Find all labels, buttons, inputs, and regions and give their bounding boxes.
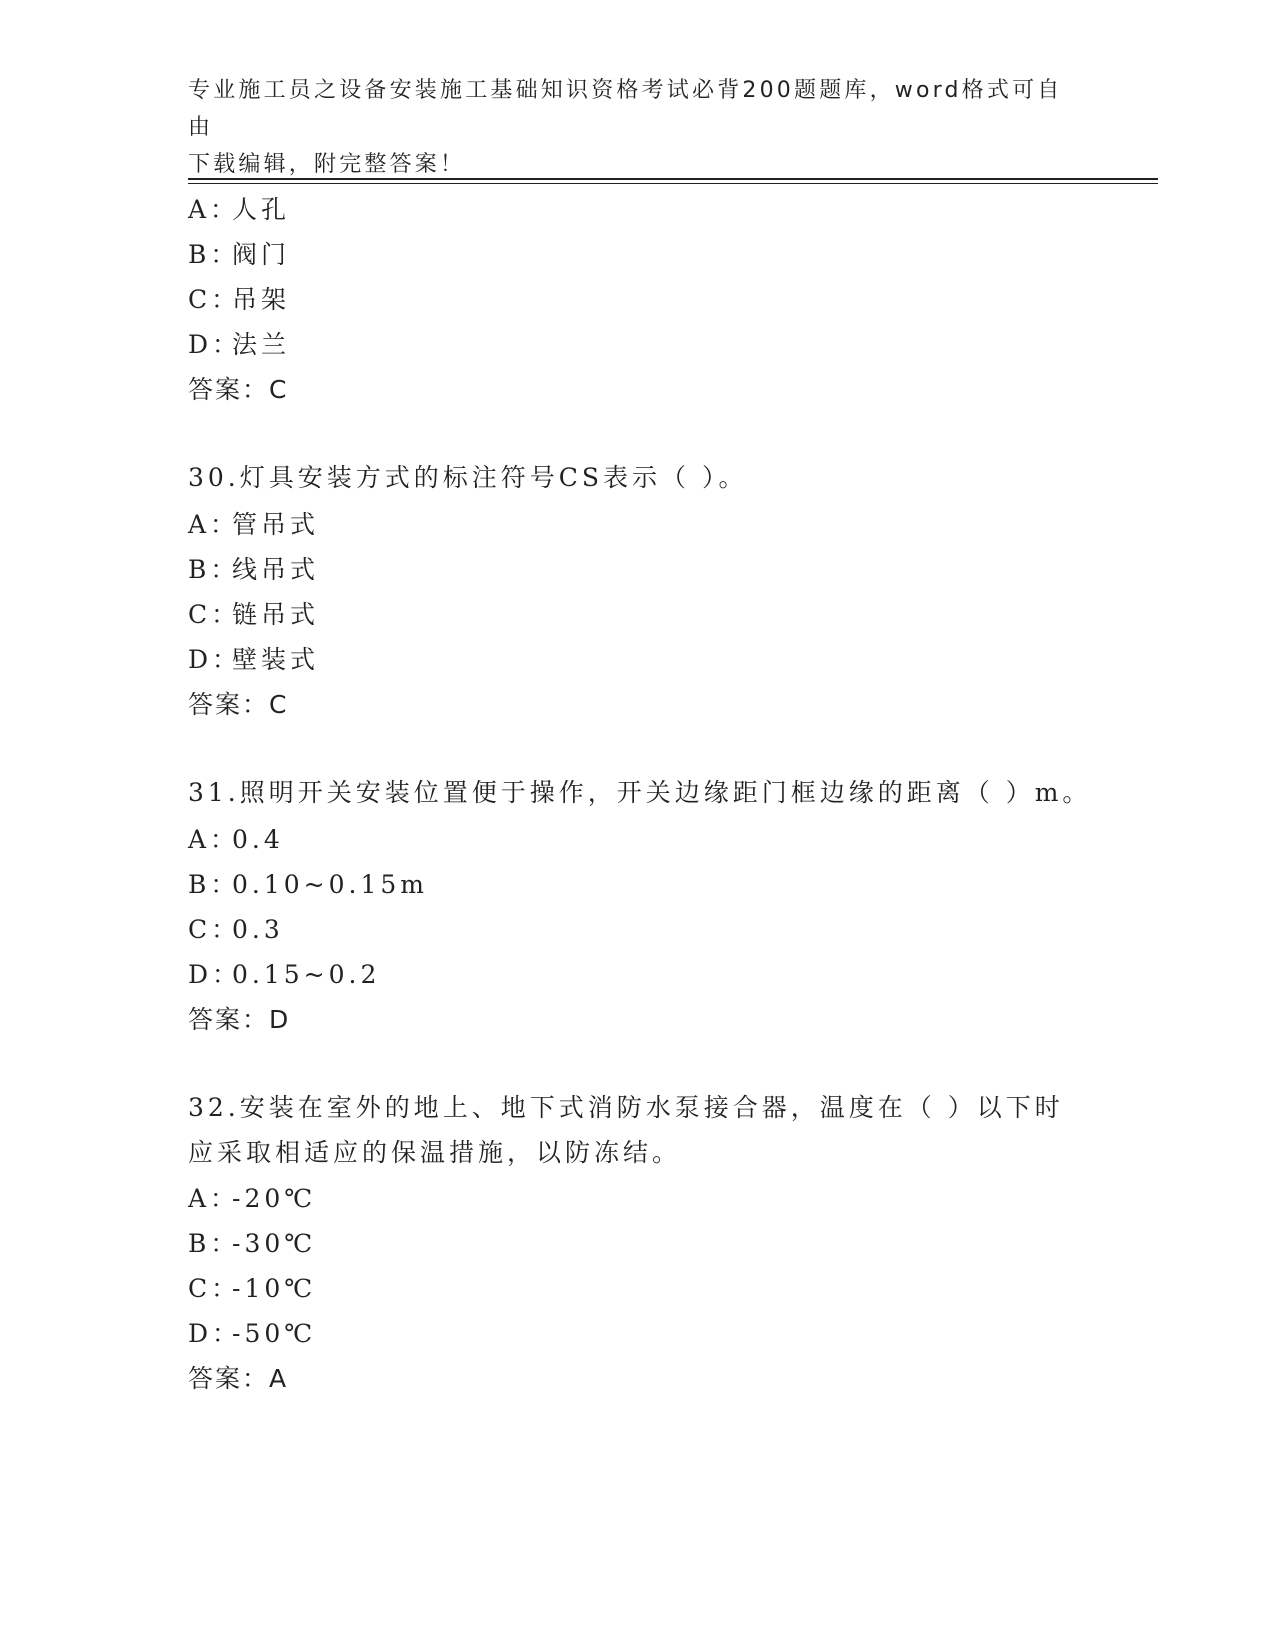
option-b: B：阀门 (188, 240, 291, 269)
header-divider (188, 178, 1158, 180)
option-a: A：-20℃ (188, 1184, 317, 1213)
question-32-stem-line-2: 应采取相适应的保温措施，以防冻结。 (188, 1138, 682, 1167)
option-c: C：-10℃ (188, 1274, 317, 1303)
question-30-stem: 30.灯具安装方式的标注符号CS表示（ ）。 (188, 463, 748, 492)
answer-line: 答案：D (188, 1005, 291, 1034)
answer-line: 答案：C (188, 690, 289, 719)
option-d: D：0.15~0.2 (188, 960, 381, 989)
option-b: B：-30℃ (188, 1229, 317, 1258)
header-line-1: 专业施工员之设备安装施工基础知识资格考试必背200题题库，word格式可自由 (188, 78, 1063, 140)
option-c: C：0.3 (188, 915, 284, 944)
option-d: D：-50℃ (188, 1319, 317, 1348)
option-a: A：管吊式 (188, 510, 320, 539)
document-header (188, 72, 1068, 183)
header-line-2: 下载编辑，附完整答案！ (188, 152, 466, 177)
question-32-stem-line-1: 32.安装在室外的地上、地下式消防水泵接合器，温度在（ ）以下时 (188, 1093, 1064, 1122)
answer-line: 答案：A (188, 1364, 289, 1393)
option-b: B：0.10~0.15m (188, 870, 428, 899)
option-b: B：线吊式 (188, 555, 320, 584)
answer-line: 答案：C (188, 375, 289, 404)
option-c: C：吊架 (188, 285, 291, 314)
question-31-stem: 31.照明开关安装位置便于操作，开关边缘距门框边缘的距离（ ）m。 (188, 778, 1092, 807)
option-d: D：法兰 (188, 330, 291, 359)
header-divider-thin (188, 183, 1158, 184)
option-a: A：人孔 (188, 195, 291, 224)
option-a: A：0.4 (188, 825, 284, 854)
option-d: D：壁装式 (188, 645, 320, 674)
option-c: C：链吊式 (188, 600, 320, 629)
